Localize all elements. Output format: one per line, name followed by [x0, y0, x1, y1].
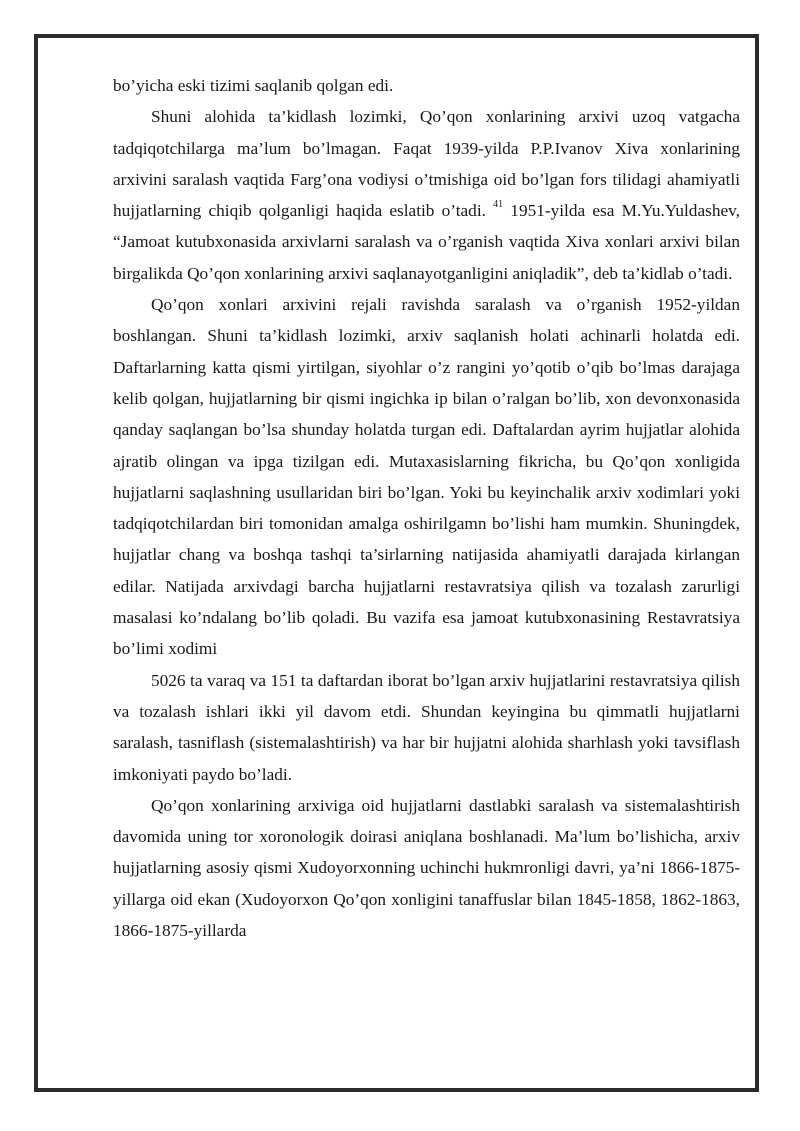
paragraph-2	[113, 101, 740, 289]
paragraph-2-text-a: Shuni alohida ta’kidlash lozimki, Qo’qon xonlarining arxivi uzoq vatgacha tadqiqotchilarga ma’lum bo’lmagan. Faqat 1939-yilda P.P.Ivanov Xiva xonlarining arxivini saralash vaqtida Farg’ona vodiysi o’tmishiga oid bo’lgan fors tilidagi ahamiyatli hujjatlarning chiqib qolganligi haqida eslatib o’tadi.	[113, 107, 740, 221]
paragraph-3: Qo’qon xonlari arxivini rejali ravishda saralash va o’rganish 1952-yildan boshlangan. Shuni ta’kidlash lozimki, arxiv saqlanish holati achinarli holatda edi. Daftarlarning katta qismi yirtilgan, siyohlar o’z rangini yo’qotib o’qib bo’lmas darajaga kelib qolgan, hujjatlarning bir qismi ingichka ip bilan o’ralgan bo’lib, xon devonxonasida qanday saqlangan bo’lsa shunday holatda turgan edi. Daftalardan ayrim hujjatlar alohida ajratib olingan va ipga tizilgan edi. Mutaxasislarning fikricha, bu Qo’qon xonligida hujjatlarni saqlashning usullaridan biri bo’lgan. Yoki bu keyinchalik arxiv xodimlari yoki tadqiqotchilardan biri tomonidan amalga oshirilgamn bo’lishi ham mumkin. Shuningdek, hujjatlar chang va boshqa tashqi ta’sirlarning natijasida ahamiyatli darajada kirlangan edilar. Natijada arxivdagi barcha hujjatlarni restavratsiya qilish va tozalash zarurligi masalasi ko’ndalang bo’lib qoladi. Bu vazifa esa jamoat kutubxonasining Restavratsiya bo’limi xodimi	[113, 295, 740, 659]
footnote-reference[interactable]: 41	[493, 199, 504, 211]
document-body	[113, 70, 740, 946]
paragraph-2-text-b: 1951-yilda esa M.Yu.Yuldashev, “Jamoat kutubxonasida arxivlarni saralash va o’rganish vaqtida Xiva xonlari arxivi bilan birgalikda Qo’qon xonlarining arxivi saqlanayotganligini aniqladik”, deb ta’kidlab o’tadi.	[113, 201, 740, 283]
paragraph-5: Qo’qon xonlarining arxiviga oid hujjatlarni dastlabki saralash va sistemalashtirish davomida uning tor xoronologik doirasi aniqlana boshlanadi. Ma’lum bo’lishicha, arxiv hujjatlarning asosiy qismi Xudoyorxonning uchinchi hukmronligi davri, ya’ni 1866-1875-yillarga oid ekan (Xudoyorxon Qo’qon xonligini tanaffuslar bilan 1845-1858, 1862-1863, 1866-1875-yillarda	[113, 795, 740, 941]
paragraph-4: 5026 ta varaq va 151 ta daftardan iborat bo’lgan arxiv hujjatlarini restavratsiya qilish va tozalash ishlari ikki yil davom etdi. Shundan keyingina bu qimmatli hujjatlarni saralash, tasniflash (sistemalashtirish) va har bir hujjatni alohida sharhlash yoki tavsiflash imkoniyati paydo bo’ladi.	[113, 670, 740, 784]
paragraph-1: bo’yicha eski tizimi saqlanib qolgan edi.	[113, 76, 394, 95]
